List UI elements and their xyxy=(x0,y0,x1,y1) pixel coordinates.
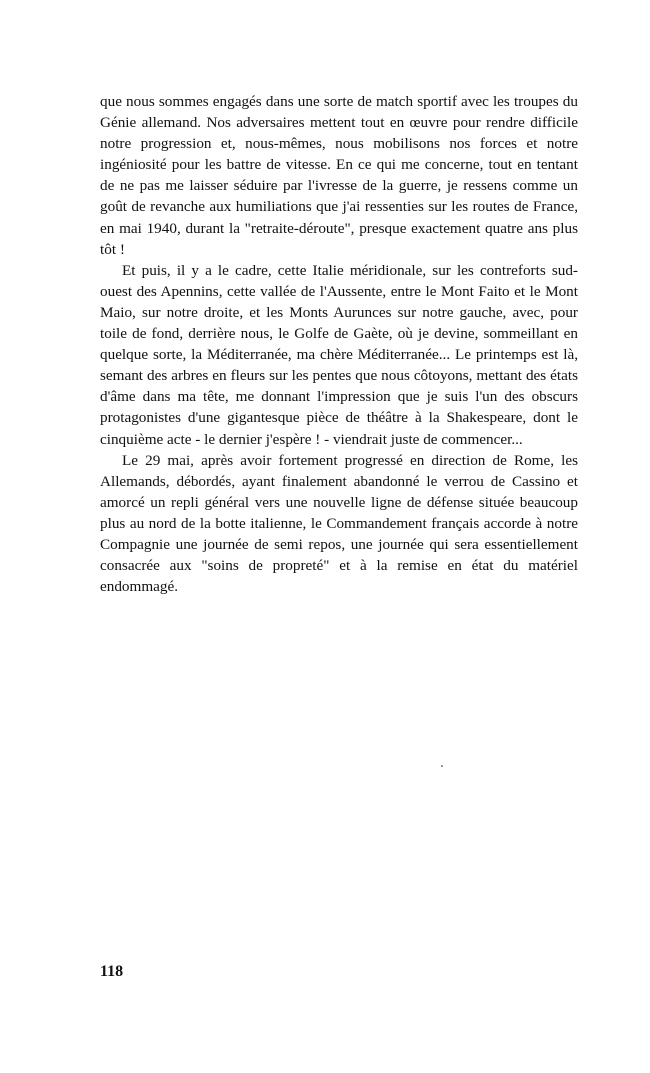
scan-speck xyxy=(441,765,443,767)
page-number: 118 xyxy=(100,963,124,980)
paragraph-may-29: Le 29 mai, après avoir fortement progressé en direction de Rome, les Allemands, débordés, ayant finalement abandonné le verrou de Cassino et amorcé un repli général vers une nouvelle ligne de défense située beaucoup plus au nord de la botte italienne, le Commandement français accorde à notre Compagnie une journée de semi repos, une journée qui sera essentiellement consacrée aux "soins de propreté" et à la remise en état du matériel endommagé. xyxy=(100,451,578,596)
body-text xyxy=(100,91,578,597)
paragraph-continuation: que nous sommes engagés dans une sorte de match sportif avec les troupes du Génie allemand. Nos adversaires mettent tout en œuvre pour rendre difficile notre progression et, nous-mêmes, nous mobilisons nos forces et notre ingéniosité pour les battre de vitesse. En ce qui me concerne, tout en tentant de ne pas me laisser séduire par l'ivresse de la guerre, je ressens comme un goût de revanche aux humiliations que j'ai ressenties sur les routes de France, en mai 1940, durant la "retraite-déroute", presque exactement quatre ans plus tôt ! xyxy=(100,93,578,258)
paragraph-setting: Et puis, il y a le cadre, cette Italie méridionale, sur les contreforts sud-ouest des Apennins, cette vallée de l'Aussente, entre le Mont Faito et le Mont Maio, sur notre droite, et les Monts Aurunces sur notre gauche, avec, pour toile de fond, derrière nous, le Golfe de Gaète, où je devine, sommeillant en quelque sorte, la Méditerranée, ma chère Méditerranée... Le printemps est là, semant des arbres en fleurs sur les pentes que nous côtoyons, mettant des états d'âme dans ma tête, me donnant l'impression que je suis l'un des obscurs protagonistes d'une gigantesque pièce de théâtre à la Shakespeare, dont le cinquième acte - le dernier j'espère ! - viendrait juste de commencer... xyxy=(100,261,578,448)
